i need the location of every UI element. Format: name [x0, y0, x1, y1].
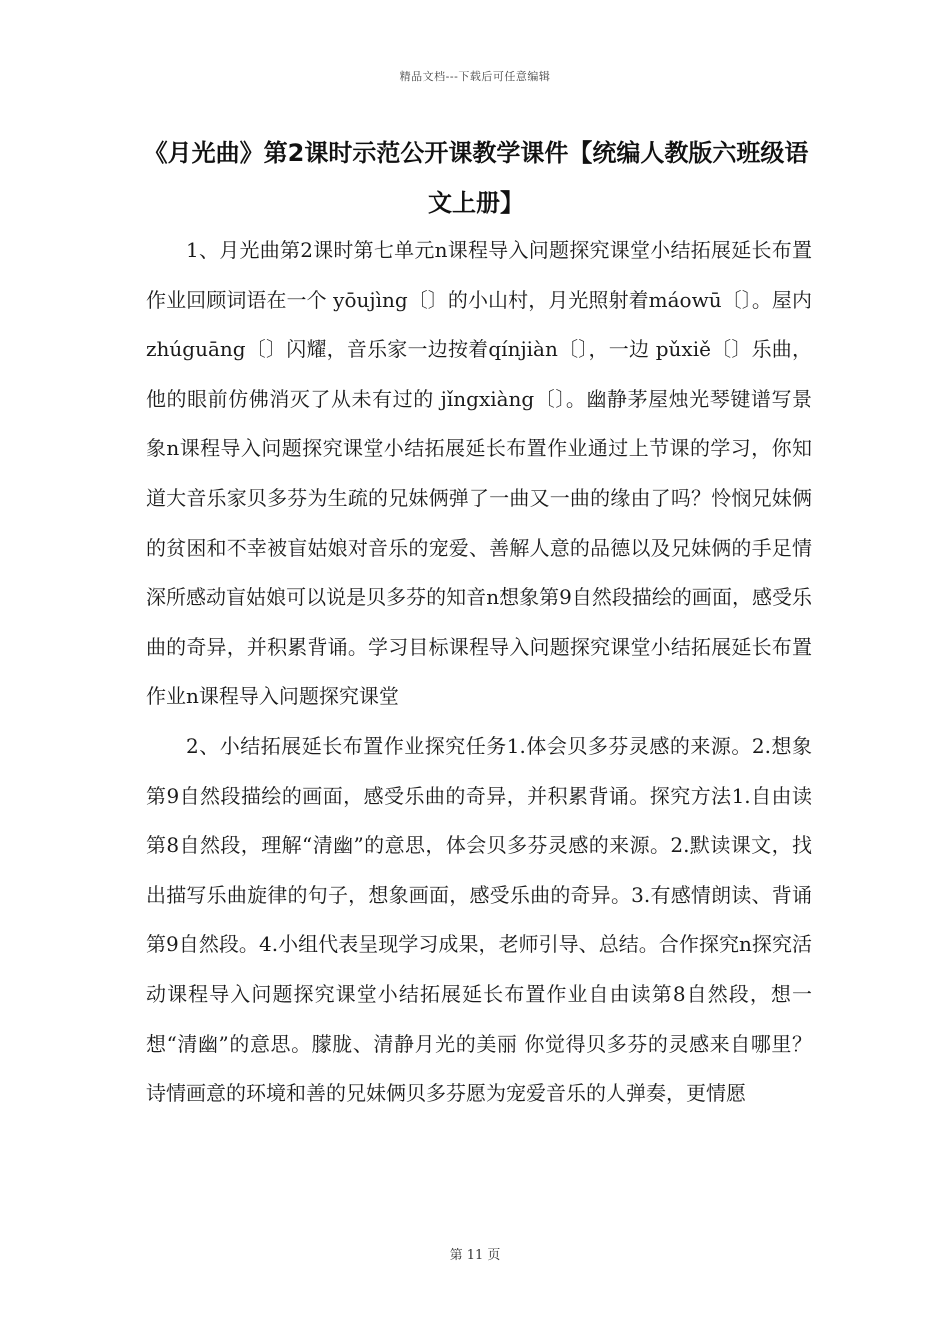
paragraph-1: 1、月光曲第2课时第七单元n课程导入问题探究课堂小结拓展延长布置作业回顾词语在一个 yōujìng〔〕的小山村，月光照射着máowū〔〕。屋内 zhúguāng〔〕闪耀，音乐家一边按着qínjiàn〔〕，一边 pǔxiě〔〕乐曲，他的眼前仿佛消灭了从未有过的 jǐngxiàng〔〕。幽静茅屋烛光琴键谱写景象n课程导入问题探究课堂小结拓展延长布置作业通过上节课的学习，你知道大音乐家贝多芬为生疏的兄妹俩弹了一曲又一曲的缘由了吗？怜悯兄妹俩的贫困和不幸被盲姑娘对音乐的宠爱、善解人意的品德以及兄妹俩的手足情深所感动盲姑娘可以说是贝多芬的知音n想象第9自然段描绘的画面，感受乐曲的奇异，并积累背诵。学习目标课程导入问题探究课堂小结拓展延长布置作业n课程导入问题探究课堂	[146, 238, 812, 709]
body-text	[146, 226, 812, 1119]
page-header: 精品文档---下载后可任意编辑	[399, 70, 551, 83]
document-title: 《月光曲》第2课时示范公开课教学课件【统编人教版六班级语文上册】	[143, 139, 809, 217]
paragraph-2: 2、小结拓展延长布置作业探究任务1.体会贝多芬灵感的来源。2.想象第9自然段描绘的画面，感受乐曲的奇异，并积累背诵。探究方法1.自由读第8自然段，理解“清幽”的意思，体会贝多芬灵感的来源。2.默读课文，找出描写乐曲旋律的句子，想象画面，感受乐曲的奇异。3.有感情朗读、背诵第9自然段。4.小组代表呈现学习成果，老师引导、总结。合作探究n探究活动课程导入问题探究课堂小结拓展延长布置作业自由读第8自然段，想一想“清幽”的意思。朦胧、清静月光的美丽 你觉得贝多芬的灵感来自哪里？诗情画意的环境和善的兄妹俩贝多芬愿为宠爱音乐的人弹奏，更情愿	[146, 733, 812, 1106]
page-number: 第 11 页	[449, 1248, 501, 1263]
